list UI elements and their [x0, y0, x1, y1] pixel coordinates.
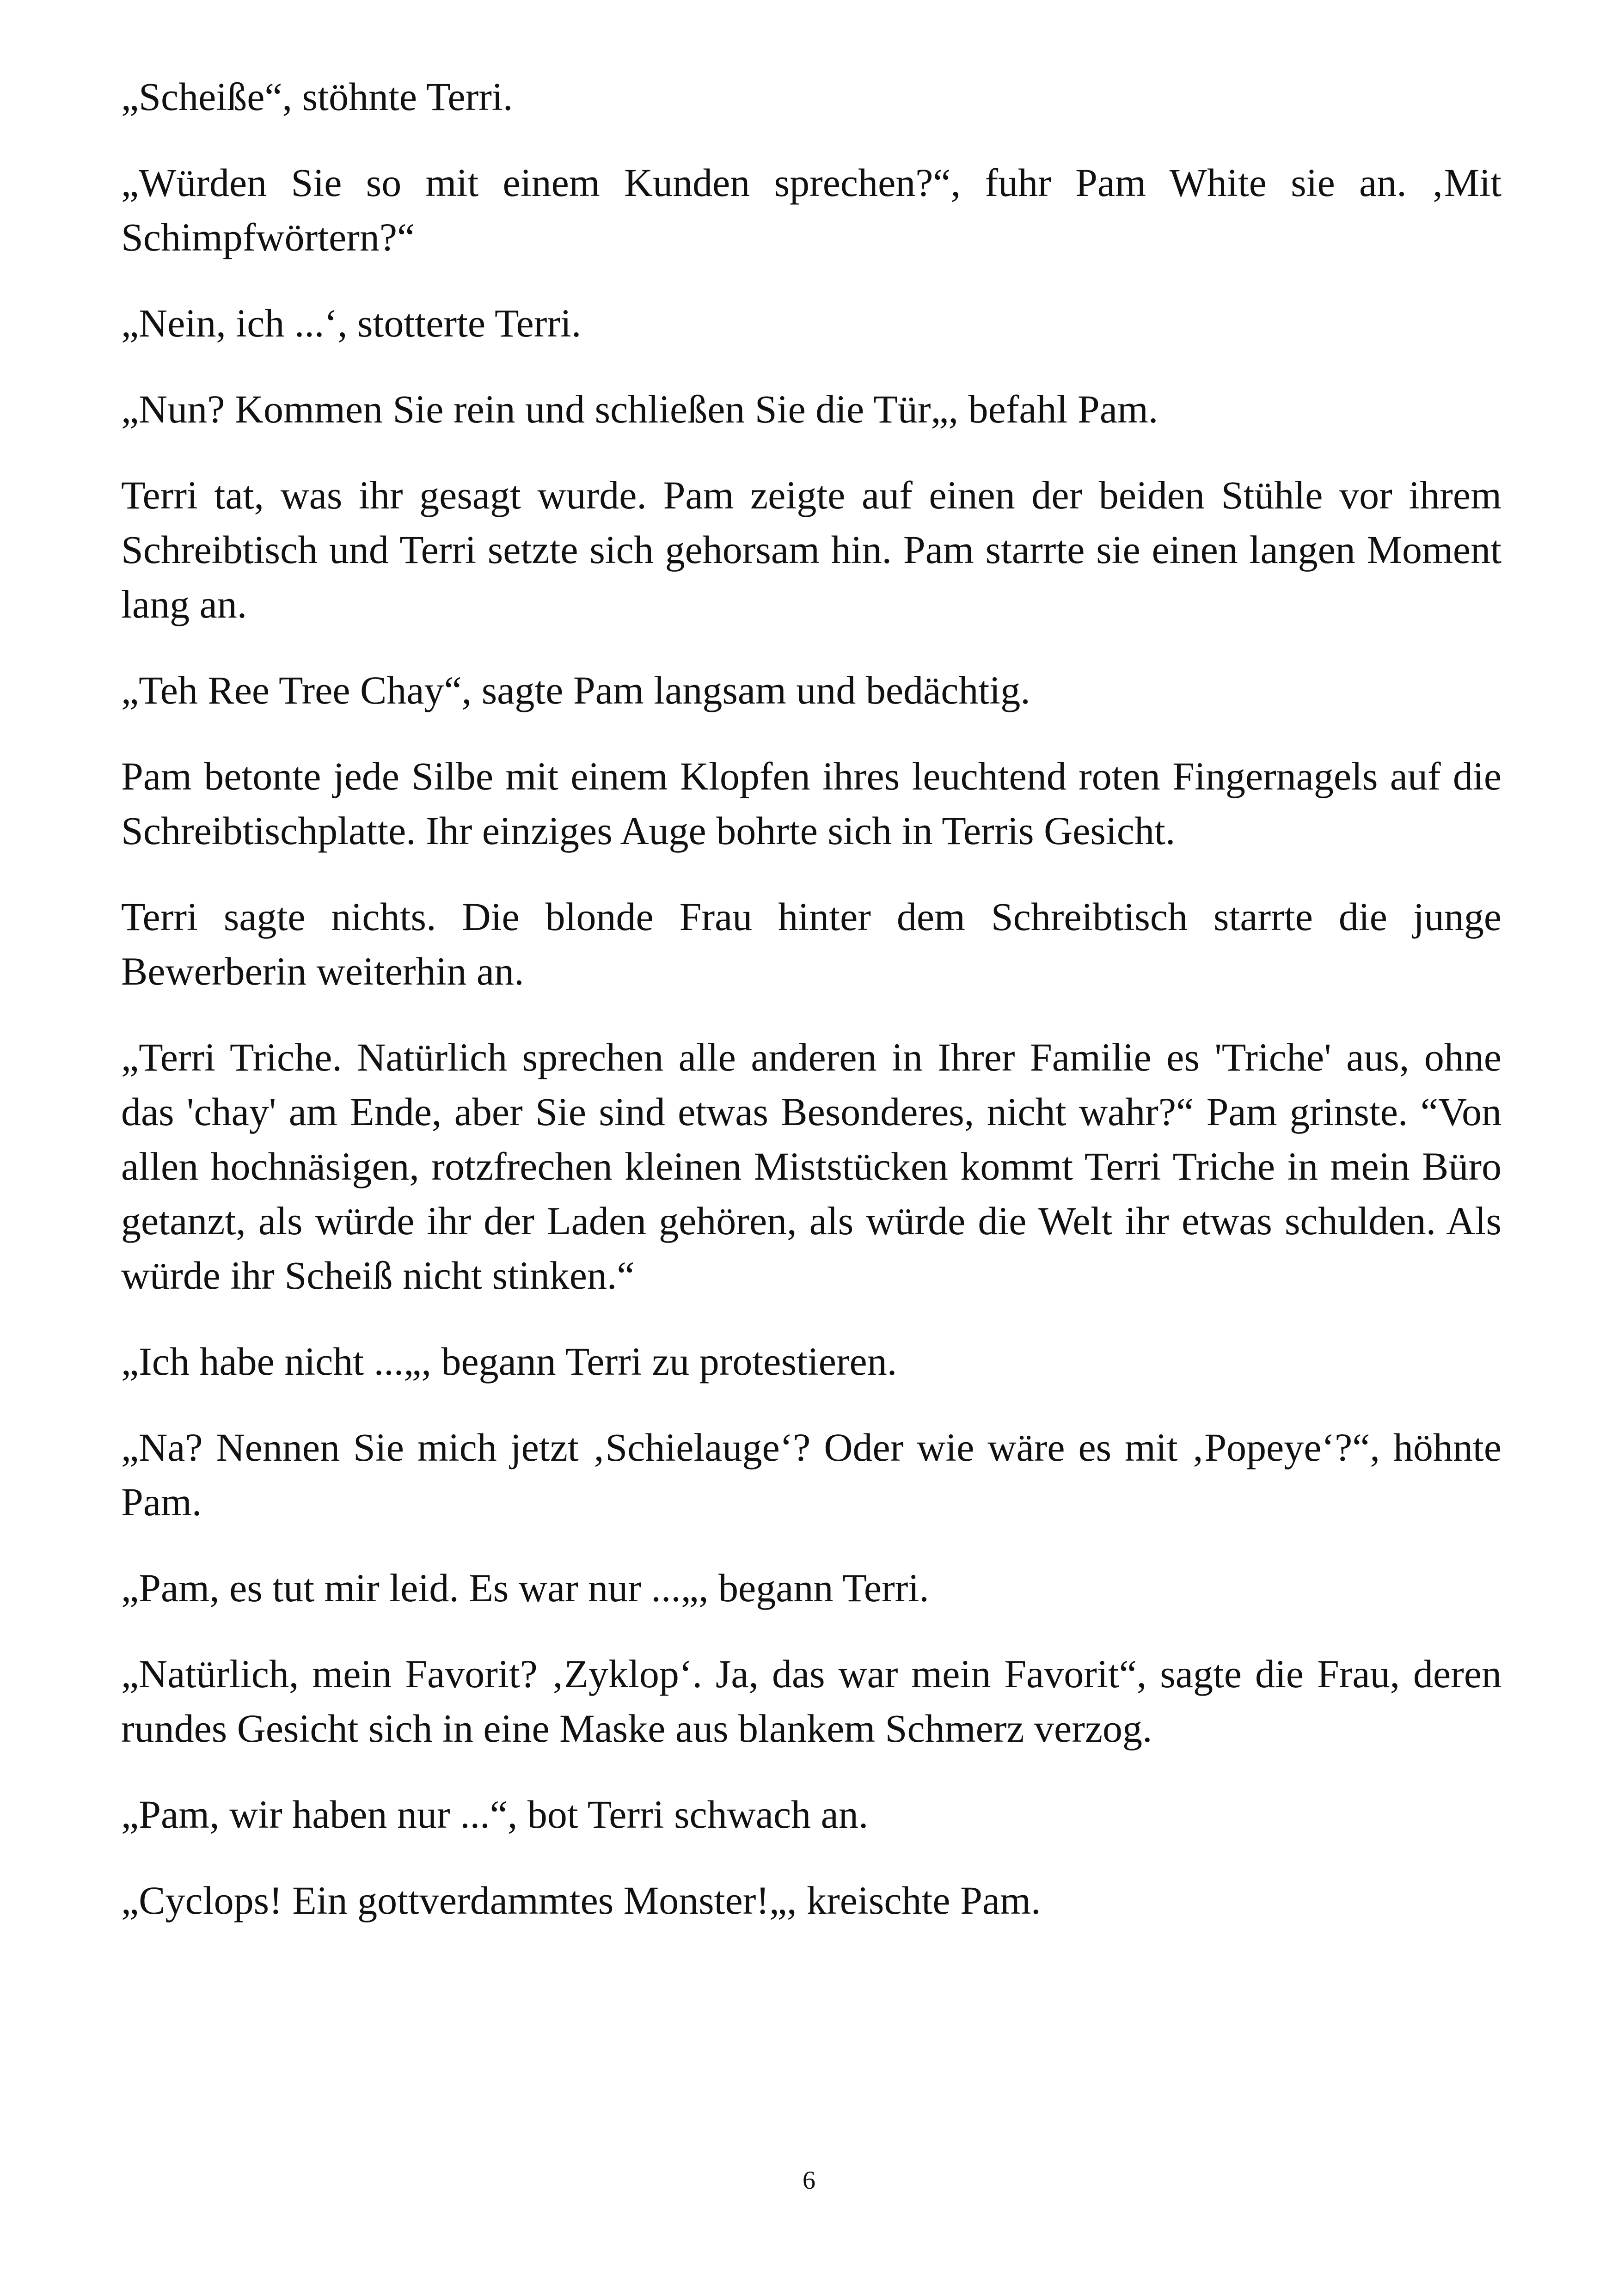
paragraph: „Pam, wir haben nur ...“, bot Terri schwach an. [121, 1792, 869, 1837]
paragraph: „Würden Sie so mit einem Kunden sprechen?“, fuhr Pam White sie an. ‚Mit Schimpfwörtern?“ [121, 160, 1502, 259]
paragraph: „Nein, ich ...‘, stotterte Terri. [121, 301, 582, 345]
page-number: 6 [803, 2166, 815, 2195]
paragraph: „Scheiße“, stöhnte Terri. [121, 74, 513, 119]
paragraph: Pam betonte jede Silbe mit einem Klopfen ihres leuchtend roten Fingernagels auf die Schreibtischplatte. Ihr einziges Auge bohrte sich in Terris Gesicht. [121, 754, 1502, 853]
paragraph: Terri tat, was ihr gesagt wurde. Pam zeigte auf einen der beiden Stühle vor ihrem Schreibtisch und Terri setzte sich gehorsam hin. Pam starrte sie einen langen Moment lang an. [121, 473, 1502, 626]
paragraph: Terri sagte nichts. Die blonde Frau hinter dem Schreibtisch starrte die junge Bewerberin weiterhin an. [121, 894, 1502, 993]
paragraph: „Cyclops! Ein gottverdammtes Monster!„, kreischte Pam. [121, 1878, 1041, 1923]
paragraph: „Pam, es tut mir leid. Es war nur ...„, begann Terri. [121, 1566, 929, 1610]
paragraph: „Natürlich, mein Favorit? ‚Zyklop‘. Ja, das war mein Favorit“, sagte die Frau, deren rundes Gesicht sich in eine Maske aus blankem Schmerz verzog. [121, 1652, 1502, 1751]
paragraph: „Teh Ree Tree Chay“, sagte Pam langsam und bedächtig. [121, 668, 1030, 712]
body-text [121, 69, 1502, 1959]
paragraph: „Nun? Kommen Sie rein und schließen Sie die Tür„, befahl Pam. [121, 387, 1158, 431]
paragraph: „Terri Triche. Natürlich sprechen alle anderen in Ihrer Familie es 'Triche' aus, ohne das 'chay' am Ende, aber Sie sind etwas Besonderes, nicht wahr?“ Pam grinste. “Von allen hochnäsigen, rotzfrechen kleinen Miststücken kommt Terri Triche in mein Büro getanzt, als würde ihr der Laden gehören, als würde die Welt ihr etwas schulden. Als würde ihr Scheiß nicht stinken.“ [121, 1035, 1502, 1298]
paragraph: „Na? Nennen Sie mich jetzt ‚Schielauge‘? Oder wie wäre es mit ‚Popeye‘?“, höhnte Pam. [121, 1425, 1502, 1524]
paragraph: „Ich habe nicht ...„, begann Terri zu protestieren. [121, 1339, 897, 1384]
